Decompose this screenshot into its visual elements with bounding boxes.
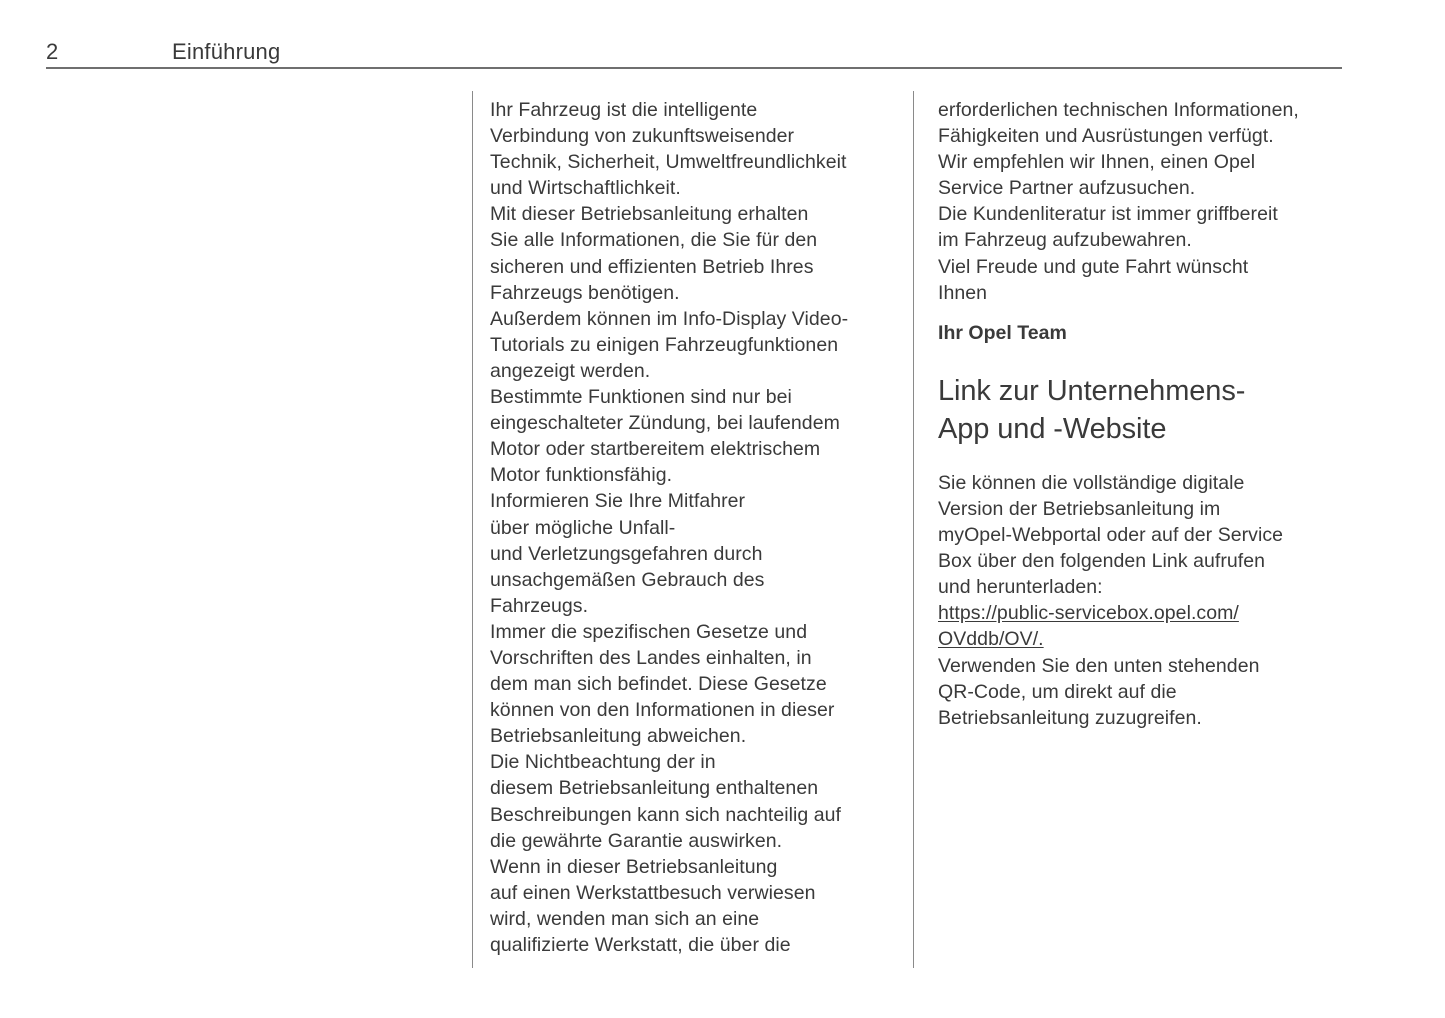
text-line: Beschreibungen kann sich nachteilig auf [490, 803, 842, 826]
text-line: Verwenden Sie den unten stehenden [938, 654, 1260, 677]
paragraph [490, 97, 900, 201]
text-line: Viel Freude und gute Fahrt wünscht [938, 255, 1249, 278]
text-line: Betriebsanleitung zuzugreifen. [938, 706, 1202, 729]
paragraph-continuation [938, 97, 1350, 149]
text-line: auf einen Werkstattbesuch verwiesen [490, 881, 816, 904]
chapter-title: Einführung [172, 39, 281, 64]
text-line: Ihr Opel Team [938, 321, 1067, 344]
text-line: Informieren Sie Ihre Mitfahrer [490, 490, 746, 513]
text-line: erforderlichen technischen Informationen, [938, 99, 1299, 121]
spacer [938, 448, 1350, 470]
text-line: Mit dieser Betriebsanleitung erhalten [490, 203, 809, 226]
paragraph [490, 854, 900, 958]
text-line: und Wirtschaftlichkeit. [490, 177, 681, 200]
text-line: angezeigt werden. [490, 359, 651, 382]
page-number: 2 [46, 39, 59, 64]
text-line: und herunterladen: [938, 576, 1103, 599]
paragraph [938, 149, 1350, 201]
text-line: Version der Betriebsanleitung im [938, 497, 1221, 520]
text-line: Motor oder startbereitem elektrischem [490, 438, 821, 461]
text-line: Betriebsanleitung abweichen. [490, 725, 747, 748]
paragraph [490, 201, 900, 305]
text-line: qualifizierte Werkstatt, die über die [490, 934, 791, 956]
paragraph [490, 488, 900, 618]
text-line: Fahrzeugs benötigen. [490, 281, 680, 304]
header-divider-rule [46, 67, 1342, 69]
text-line: können von den Informationen in dieser [490, 699, 835, 722]
spacer [938, 346, 1350, 372]
text-line: wird, wenden man sich an eine [490, 907, 760, 930]
text-line: Sie können die vollständige digitale [938, 471, 1245, 494]
text-line: QR-Code, um direkt auf die [938, 680, 1177, 703]
text-line: Fähigkeiten und Ausrüstungen verfügt. [938, 125, 1274, 148]
column-divider-left [472, 91, 473, 968]
column-divider-right [913, 91, 914, 968]
text-line: Die Nichtbeachtung der in [490, 751, 716, 774]
paragraph [938, 470, 1350, 731]
text-line: Ihr Fahrzeug ist die intelligente [490, 99, 758, 121]
paragraph [938, 201, 1350, 253]
heading-line: Link zur Unternehmens- [938, 374, 1246, 407]
text-line: Tutorials zu einigen Fahrzeugfunktionen [490, 333, 839, 356]
text-line: Technik, Sicherheit, Umweltfreundlichkeit [490, 151, 847, 174]
text-line: Bestimmte Funktionen sind nur bei [490, 386, 792, 409]
right-text-column [938, 97, 1350, 731]
text-line: Verbindung von zukunftsweisender [490, 125, 795, 148]
signature-line [938, 320, 1350, 346]
section-heading [938, 372, 1350, 448]
text-line: die gewährte Garantie auswirken. [490, 829, 783, 852]
text-line: sicheren und effizienten Betrieb Ihres [490, 255, 814, 278]
text-line: Sie alle Informationen, die Sie für den [490, 229, 818, 252]
paragraph [490, 619, 900, 749]
text-line: eingeschalteter Zündung, bei laufendem [490, 412, 840, 435]
text-line: Ihnen [938, 281, 988, 304]
paragraph [490, 306, 900, 384]
text-line: Wenn in dieser Betriebsanleitung [490, 855, 778, 878]
text-line: Box über den folgenden Link aufrufen [938, 550, 1266, 573]
middle-text-column [490, 97, 900, 958]
text-line: Immer die spezifischen Gesetze und [490, 620, 808, 643]
text-line: Service Partner aufzusuchen. [938, 177, 1196, 200]
text-line: unsachgemäßen Gebrauch des [490, 568, 765, 591]
text-line: diesem Betriebsanleitung enthaltenen [490, 777, 819, 800]
text-line: Die Kundenliteratur ist immer griffbereit [938, 203, 1278, 226]
heading-line: App und -Website [938, 412, 1167, 445]
text-line: Motor funktionsfähig. [490, 464, 673, 487]
text-line: im Fahrzeug aufzubewahren. [938, 229, 1192, 252]
text-line: Fahrzeugs. [490, 594, 589, 617]
spacer [938, 306, 1350, 320]
text-line: und Verletzungsgefahren durch [490, 542, 763, 565]
servicebox-url-link[interactable]: https://public-servicebox.opel.com/ [938, 602, 1239, 625]
text-line: dem man sich befindet. Diese Gesetze [490, 673, 827, 696]
text-line: Außerdem können im Info-Display Video- [490, 307, 849, 330]
paragraph [490, 384, 900, 488]
servicebox-url-link[interactable]: OVddb/OV/. [938, 628, 1044, 651]
paragraph [490, 749, 900, 853]
text-line: Wir empfehlen wir Ihnen, einen Opel [938, 151, 1256, 174]
paragraph [938, 254, 1350, 306]
text-line: über mögliche Unfall- [490, 516, 676, 539]
text-line: Vorschriften des Landes einhalten, in [490, 646, 812, 669]
text-line: myOpel-Webportal oder auf der Service [938, 524, 1284, 547]
